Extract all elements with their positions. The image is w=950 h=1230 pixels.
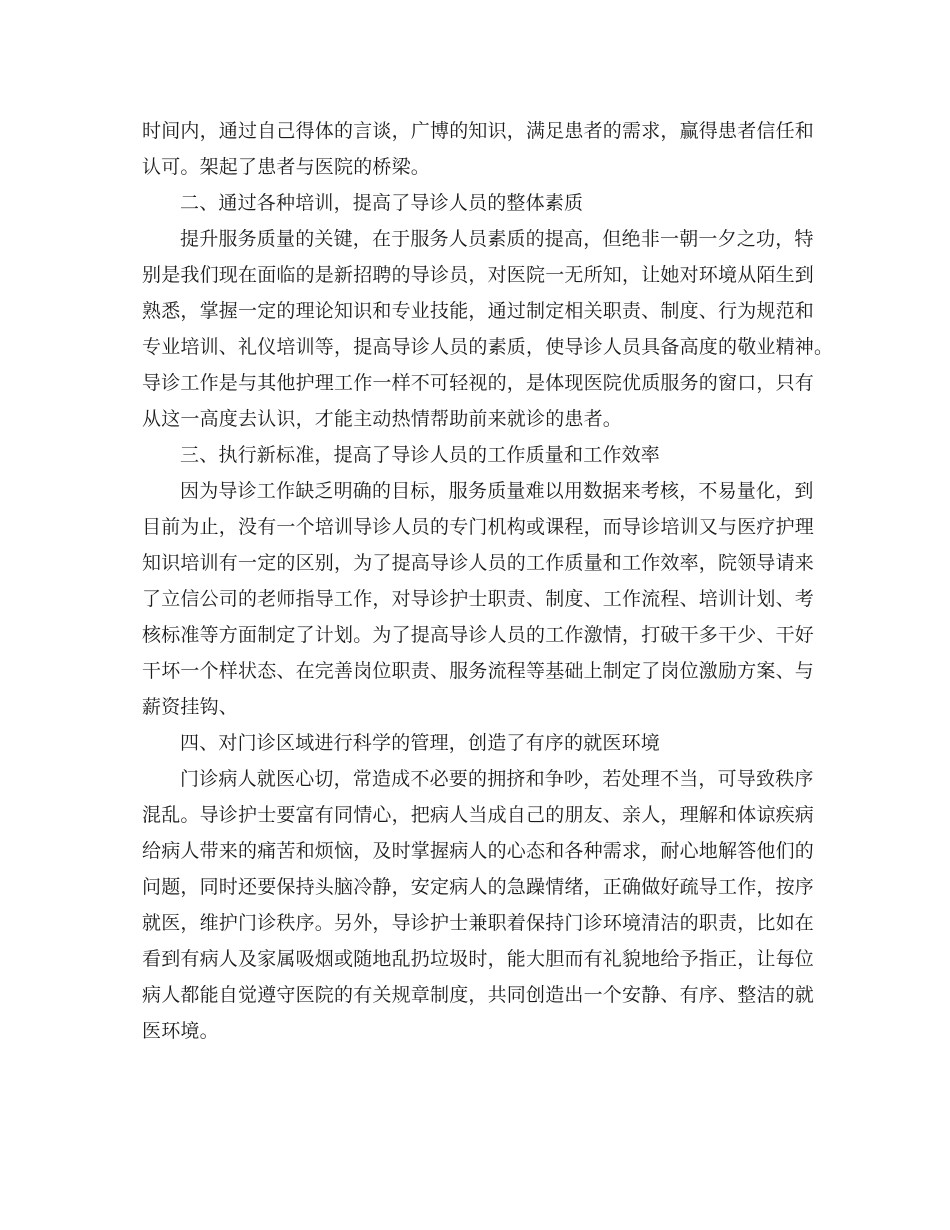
text-line: 问题，同时还要保持头脑冷静，安定病人的急躁情绪，正确做好疏导工作，按序 bbox=[142, 876, 815, 898]
text-line: 病人都能自觉遵守医院的有关规章制度，共同创造出一个安静、有序、整洁的就 bbox=[142, 984, 815, 1006]
text-line: 了立信公司的老师指导工作，对导诊护士职责、制度、工作流程、培训计划、考 bbox=[142, 588, 815, 610]
text-line: 熟悉，掌握一定的理论知识和专业技能，通过制定相关职责、制度、行为规范和 bbox=[142, 300, 815, 322]
section-heading-4: 四、对门诊区域进行科学的管理，创造了有序的就医环境 bbox=[180, 732, 661, 754]
text-line: 从这一高度去认识，才能主动热情帮助前来就诊的患者。 bbox=[142, 408, 623, 430]
text-line: 因为导诊工作缺乏明确的目标，服务质量难以用数据来考核，不易量化，到 bbox=[180, 480, 814, 502]
text-line: 导诊工作是与其他护理工作一样不可轻视的，是体现医院优质服务的窗口，只有 bbox=[142, 372, 815, 394]
text-line: 时间内，通过自己得体的言谈，广博的知识，满足患者的需求，赢得患者信任和 bbox=[142, 120, 815, 142]
section-heading-2: 二、通过各种培训，提高了导诊人员的整体素质 bbox=[180, 192, 584, 214]
text-line: 核标准等方面制定了计划。为了提高导诊人员的工作激情，打破干多干少、干好 bbox=[142, 624, 815, 646]
text-line: 认可。架起了患者与医院的桥梁。 bbox=[142, 156, 431, 178]
text-line: 干坏一个样状态、在完善岗位职责、服务流程等基础上制定了岗位激励方案、与 bbox=[142, 660, 815, 682]
text-line: 提升服务质量的关键，在于服务人员素质的提高，但绝非一朝一夕之功，特 bbox=[180, 228, 814, 250]
text-line: 目前为止，没有一个培训导诊人员的专门机构或课程，而导诊培训又与医疗护理 bbox=[142, 516, 815, 538]
text-line: 薪资挂钩、 bbox=[142, 696, 239, 718]
text-line: 就医，维护门诊秩序。另外，导诊护士兼职着保持门诊环境清洁的职责，比如在 bbox=[142, 912, 815, 934]
text-line: 别是我们现在面临的是新招聘的导诊员，对医院一无所知，让她对环境从陌生到 bbox=[142, 264, 815, 286]
text-line: 医环境。 bbox=[142, 1020, 219, 1042]
text-line: 混乱。导诊护士要富有同情心，把病人当成自己的朋友、亲人，理解和体谅疾病 bbox=[142, 804, 815, 826]
text-line: 给病人带来的痛苦和烦恼，及时掌握病人的心态和各种需求，耐心地解答他们的 bbox=[142, 840, 815, 862]
text-line: 门诊病人就医心切，常造成不必要的拥挤和争吵，若处理不当，可导致秩序 bbox=[180, 768, 814, 790]
section-heading-3: 三、执行新标准，提高了导诊人员的工作质量和工作效率 bbox=[180, 444, 661, 466]
text-line: 看到有病人及家属吸烟或随地乱扔垃圾时，能大胆而有礼貌地给予指正，让每位 bbox=[142, 948, 815, 970]
text-line: 知识培训有一定的区别，为了提高导诊人员的工作质量和工作效率，院领导请来 bbox=[142, 552, 815, 574]
text-line: 专业培训、礼仪培训等，提高导诊人员的素质，使导诊人员具备高度的敬业精神。 bbox=[142, 336, 834, 358]
